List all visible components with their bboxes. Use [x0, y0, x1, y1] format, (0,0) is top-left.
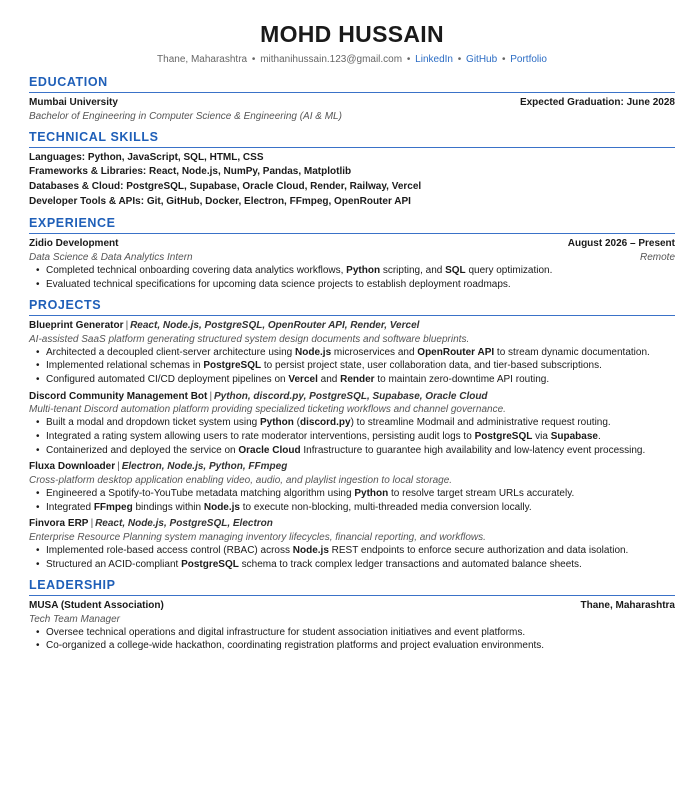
skill-label: Frameworks & Libraries:: [29, 166, 147, 178]
bullet-item: [36, 444, 675, 458]
leadership-location: Thane, Maharashtra: [580, 600, 675, 612]
bullet-item: [36, 430, 675, 444]
bullet-text: Engineered a Spotify-to-YouTube metadata matching algorithm using: [46, 487, 355, 499]
experience-date: August 2026 – Present: [567, 238, 675, 250]
separator: •: [501, 54, 506, 65]
leadership-entry: [29, 599, 675, 653]
leadership-bullets: [29, 626, 675, 653]
separator: |: [117, 461, 120, 473]
separator: |: [209, 390, 212, 402]
experience-row: [29, 237, 675, 251]
project-entry: [29, 460, 675, 514]
experience-bullets: [29, 264, 675, 291]
project-stack: React, Node.js, PostgreSQL, Electron: [95, 518, 273, 530]
project-entry: [29, 319, 675, 387]
project-description: Cross-platform desktop application enabling video, audio, and playlist ingestion to local storage.: [29, 474, 453, 486]
bullet-text: Infrastructure to guarantee high availability and low-latency event processing.: [300, 444, 646, 456]
bold-keyword: PostgreSQL: [203, 360, 262, 372]
email-text: mithanihussain.123@gmail.com: [260, 54, 403, 65]
skill-line: [29, 195, 675, 210]
skill-value: Git, GitHub, Docker, Electron, FFmpeg, OpenRouter API: [146, 195, 411, 207]
experience-entry: [29, 237, 675, 291]
bullet-text: Integrated a rating system allowing users to rate moderator interventions, persisting audit logs to: [46, 431, 475, 443]
bullet-item: [36, 544, 675, 558]
bullet-item: [36, 346, 675, 360]
bold-keyword: PostgreSQL: [181, 558, 239, 570]
project-name: Fluxa Downloader: [29, 461, 116, 473]
project-title-line: [29, 517, 675, 531]
bullet-text: bindings within: [132, 501, 204, 513]
education-entry: [29, 96, 675, 123]
skill-line: [29, 151, 675, 166]
project-bullets: [29, 487, 675, 514]
skill-line: [29, 180, 675, 195]
bullet-text: Co-organized a college-wide hackathon, coordinating registration platforms and project evaluation environments.: [46, 640, 545, 652]
bullet-text: to execute non-blocking, multi-threaded media conversion locally.: [239, 501, 532, 513]
skill-label: Languages:: [29, 151, 86, 163]
project-entry: [29, 390, 675, 458]
project-description: AI-assisted SaaS platform generating structured system design documents and software blueprints.: [29, 333, 470, 345]
bold-keyword: FFmpeg: [93, 501, 133, 513]
candidate-name: MOHD HUSSAIN: [260, 21, 444, 47]
project-title-line: [29, 460, 675, 474]
separator: |: [125, 320, 129, 332]
location-text: Thane, Maharashtra: [157, 54, 248, 65]
bold-keyword: PostgreSQL: [474, 431, 533, 443]
bullet-text: ) to streamline Modmail and administrative request routing.: [350, 417, 611, 429]
contact-line: [29, 54, 675, 66]
skill-value: PostgreSQL, Supabase, Oracle Cloud, Render, Railway, Vercel: [126, 180, 422, 192]
bullet-text: Completed technical onboarding covering data analytics workflows,: [46, 264, 347, 276]
bullet-item: [36, 373, 675, 387]
bullet-text: Integrated: [46, 501, 94, 513]
skill-value: React, Node.js, NumPy, Pandas, Matplotlib: [149, 166, 352, 178]
experience-role: Data Science & Data Analytics Intern: [29, 251, 193, 263]
school-name: Mumbai University: [29, 97, 118, 108]
portfolio-link[interactable]: Portfolio: [510, 54, 547, 65]
leadership-role: Tech Team Manager: [29, 613, 120, 625]
separator: •: [251, 54, 256, 65]
bold-keyword: Node.js: [295, 346, 332, 358]
graduation-date: Expected Graduation: June 2028: [519, 97, 675, 108]
bold-keyword: Oracle Cloud: [238, 444, 301, 456]
bullet-text: Architected a decoupled client-server architecture using: [46, 346, 296, 358]
bullet-text: Oversee technical operations and digital infrastructure for student association initiatives and event platforms.: [46, 626, 526, 638]
section-leadership-title: LEADERSHIP: [29, 578, 675, 596]
project-name: Blueprint Generator: [29, 320, 124, 332]
bullet-text: to resolve target stream URLs accurately.: [388, 487, 575, 499]
skill-label: Developer Tools & APIs:: [29, 195, 145, 207]
projects-list: [29, 319, 675, 571]
project-description: Multi-tenant Discord automation platform providing specialized ticketing workflows and channel governance.: [29, 404, 506, 416]
bullet-text: Implemented relational schemas in: [46, 360, 204, 372]
bullet-text: to maintain zero-downtime API routing.: [374, 374, 550, 386]
bullet-text: to persist project state, user collaboration data, and tier-based subscriptions.: [261, 360, 602, 372]
bullet-text: .: [597, 431, 601, 443]
bullet-item: [36, 558, 675, 572]
bullet-item: [36, 416, 675, 430]
bullet-item: [36, 264, 675, 278]
project-stack: Electron, Node.js, Python, FFmpeg: [121, 461, 288, 473]
bold-keyword: Python: [346, 264, 381, 276]
bold-keyword: Node.js: [203, 501, 240, 513]
bold-keyword: Node.js: [292, 544, 329, 556]
bold-keyword: Render: [340, 374, 375, 386]
project-stack: React, Node.js, PostgreSQL, OpenRouter API, Render, Vercel: [130, 320, 420, 332]
separator: •: [406, 54, 411, 65]
skill-value: Python, JavaScript, SQL, HTML, CSS: [87, 151, 264, 163]
bold-keyword: Supabase: [550, 431, 598, 443]
bullet-text: REST endpoints to enforce secure authorization and data isolation.: [328, 544, 629, 556]
bullet-item: [36, 639, 675, 653]
bullet-text: query optimization.: [465, 264, 553, 276]
bullet-item: [36, 501, 675, 515]
bullet-text: to stream dynamic documentation.: [494, 346, 650, 358]
section-skills-title: TECHNICAL SKILLS: [29, 130, 675, 148]
leadership-row: [29, 599, 675, 613]
project-entry: [29, 517, 675, 571]
experience-location: Remote: [639, 251, 675, 263]
bold-keyword: discord.py: [300, 417, 351, 429]
project-stack: Python, discord.py, PostgreSQL, Supabase, Oracle Cloud: [213, 390, 488, 402]
project-title-line: [29, 319, 675, 333]
project-bullets: [29, 416, 675, 457]
bullet-text: Containerized and deployed the service on: [46, 444, 239, 456]
bullet-text: (: [293, 417, 300, 429]
section-experience-title: EXPERIENCE: [29, 216, 675, 234]
bullet-text: scripting, and: [380, 264, 446, 276]
bold-keyword: OpenRouter API: [417, 346, 495, 358]
skills-list: [29, 151, 675, 210]
bullet-text: and: [317, 374, 341, 386]
bold-keyword: Python: [354, 487, 389, 499]
bold-keyword: Python: [260, 417, 294, 429]
linkedin-link[interactable]: LinkedIn: [415, 54, 453, 65]
project-description: Enterprise Resource Planning system managing inventory lifecycles, financial reporting, and workflows.: [29, 531, 486, 543]
project-bullets: [29, 346, 675, 387]
bullet-text: Implemented role-based access control (RBAC) across: [46, 544, 293, 556]
github-link[interactable]: GitHub: [466, 54, 498, 65]
separator: •: [457, 54, 462, 65]
degree-text: Bachelor of Engineering in Computer Science & Engineering (AI & ML): [29, 110, 342, 122]
bold-keyword: Vercel: [288, 374, 318, 386]
skill-line: [29, 165, 675, 180]
bullet-text: via: [532, 431, 551, 443]
bullet-text: schema to track complex ledger transactions and automated balance sheets.: [238, 558, 582, 570]
project-name: Finvora ERP: [29, 518, 89, 530]
bullet-text: Structured an ACID-compliant: [46, 558, 182, 570]
project-bullets: [29, 544, 675, 571]
bullet-item: [36, 626, 675, 640]
separator: |: [90, 518, 94, 530]
experience-role-row: [29, 251, 675, 264]
bold-keyword: SQL: [445, 264, 466, 276]
section-education-title: EDUCATION: [29, 75, 675, 93]
company-name: Zidio Development: [29, 238, 119, 250]
project-title-line: [29, 390, 675, 404]
section-projects-title: PROJECTS: [29, 298, 675, 316]
bullet-item: [36, 278, 675, 292]
bullet-item: [36, 359, 675, 373]
project-name: Discord Community Management Bot: [29, 390, 208, 402]
organization-name: MUSA (Student Association): [29, 600, 164, 612]
education-row: [29, 96, 675, 110]
skill-label: Databases & Cloud:: [29, 180, 124, 192]
bullet-item: [36, 487, 675, 501]
bullet-text: microservices and: [331, 346, 418, 358]
bullet-text: Built a modal and dropdown ticket system using: [46, 417, 260, 429]
bullet-text: Evaluated technical specifications for upcoming data science projects to establish deployment roadmaps.: [46, 278, 511, 290]
bullet-text: Configured automated CI/CD deployment pipelines on: [46, 374, 289, 386]
